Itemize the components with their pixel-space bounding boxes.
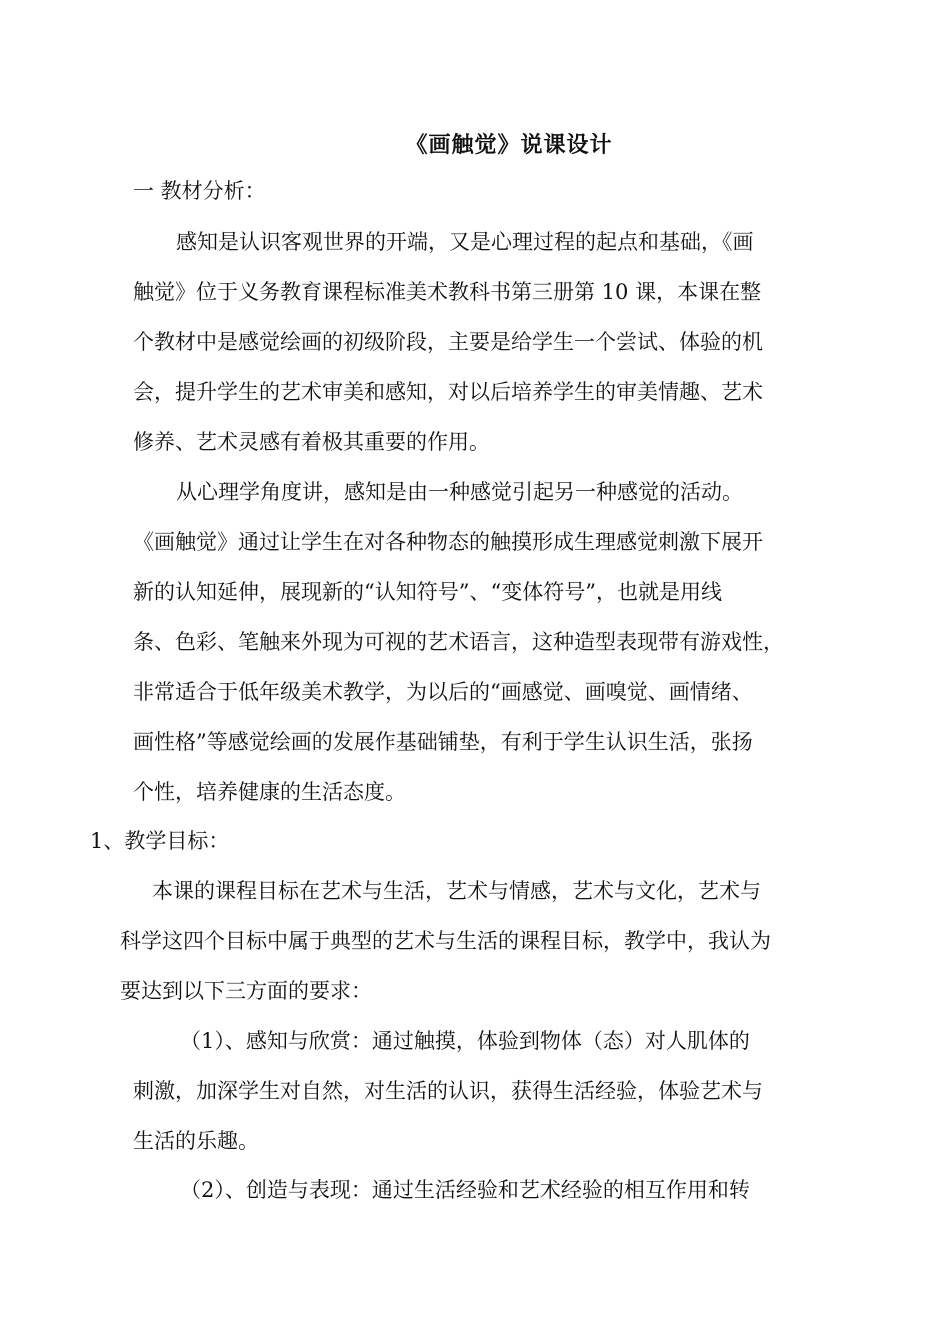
paragraph-line: 画性格”等感觉绘画的发展作基础铺垫，有利于学生认识生活，张扬 — [133, 730, 753, 754]
section-heading-textbook-analysis: 一 教材分析： — [133, 179, 266, 203]
paragraph-line: 科学这四个目标中属于典型的艺术与生活的课程目标，教学中，我认为 — [120, 929, 771, 953]
paragraph-line: 修养、艺术灵感有着极其重要的作用。 — [133, 430, 490, 454]
paragraph-line: 新的认知延伸，展现新的“认知符号”、“变体符号”，也就是用线 — [133, 580, 722, 604]
document-title: 《画触觉》说课设计 — [405, 133, 613, 158]
paragraph-line: 本课的课程目标在艺术与生活，艺术与情感，艺术与文化，艺术与 — [152, 879, 761, 903]
paragraph-line: 非常适合于低年级美术教学，为以后的“画感觉、画嗅觉、画情绪、 — [133, 680, 753, 704]
paragraph-line: 从心理学角度讲，感知是由一种感觉引起另一种感觉的活动。 — [176, 480, 743, 504]
list-item-line: 生活的乐趣。 — [133, 1129, 259, 1153]
paragraph-line: 个教材中是感觉绘画的初级阶段，主要是给学生一个尝试、体验的机 — [133, 330, 763, 354]
paragraph-line: 触觉》位于义务教育课程标准美术教科书第三册第 10 课，本课在整 — [133, 280, 762, 304]
paragraph-line: 要达到以下三方面的要求： — [120, 979, 372, 1003]
paragraph-line: 感知是认识客观世界的开端，又是心理过程的起点和基础，《画 — [176, 230, 754, 254]
paragraph-line: 《画触觉》通过让学生在对各种物态的触摸形成生理感觉刺激下展开 — [133, 530, 763, 554]
list-item-line: （1）、感知与欣赏：通过触摸，体验到物体（态）对人肌体的 — [180, 1029, 750, 1053]
section-heading-teaching-goals: 1、教学目标： — [90, 829, 230, 853]
paragraph-line: 条、色彩、笔触来外现为可视的艺术语言，这种造型表现带有游戏性， — [133, 630, 784, 654]
paragraph-line: 会，提升学生的艺术审美和感知，对以后培养学生的审美情趣、艺术 — [133, 380, 763, 404]
list-item-line: 刺激，加深学生对自然，对生活的认识，获得生活经验，体验艺术与 — [133, 1079, 763, 1103]
list-item-line: （2）、创造与表现：通过生活经验和艺术经验的相互作用和转 — [180, 1178, 750, 1202]
paragraph-line: 个性，培养健康的生活态度。 — [133, 780, 406, 804]
